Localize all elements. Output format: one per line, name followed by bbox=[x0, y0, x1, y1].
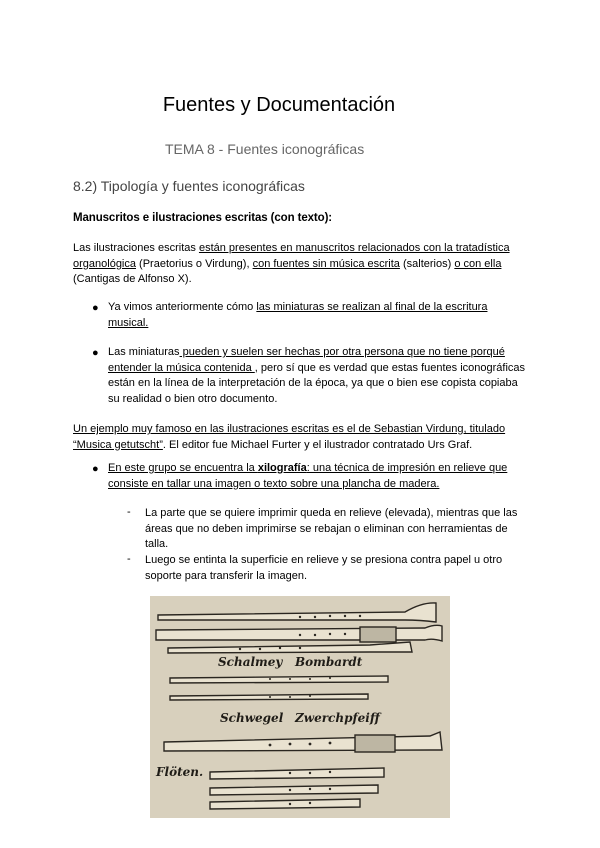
sub-list-item: Luego se entinta la superficie en relieve y se presiona contra papel u otro soporte para transferir la imagen. bbox=[145, 554, 503, 582]
woodcut-label: Schalmey bbox=[218, 655, 283, 669]
list-item bbox=[108, 300, 528, 331]
list-item bbox=[108, 461, 528, 492]
section-heading: 8.2) Tipología y fuentes iconográficas bbox=[73, 178, 305, 194]
woodcut-label: Schwegel bbox=[220, 711, 284, 725]
text-run: Las ilustraciones escritas bbox=[73, 242, 199, 254]
woodcut-label: Flöten. bbox=[156, 765, 204, 779]
text-run: Las miniaturas bbox=[108, 346, 180, 358]
list-item bbox=[108, 345, 528, 407]
dash-icon: - bbox=[127, 506, 131, 518]
underlined-text: pueden y suelen ser hechas por otra persona que no tiene porqué entender la música contenida bbox=[108, 346, 505, 374]
underlined-text: con fuentes sin música escrita bbox=[252, 257, 400, 270]
bullet-icon: ● bbox=[92, 302, 99, 314]
underlined-text: están presentes en manuscritos relacionados con la tratadística organológica bbox=[73, 242, 510, 270]
bold-underlined-text: xilografía bbox=[257, 462, 307, 474]
text-run: (salterios) bbox=[399, 257, 455, 270]
underlined-text: En este grupo se encuentra la bbox=[108, 462, 258, 474]
document-title: Fuentes y Documentación bbox=[162, 94, 396, 116]
paragraph-example bbox=[73, 422, 523, 453]
text-run: Ya vimos anteriormente cómo bbox=[108, 301, 257, 313]
sub-list-item: La parte que se quiere imprimir queda en relieve (elevada), mientras que las áreas que no deben imprimirse se rebajan o eliminan con herramientas de talla. bbox=[145, 507, 518, 551]
underlined-text: : una técnica de impresión en relieve que consiste en tallar una imagen o texto sobre una plancha de madera. bbox=[108, 462, 508, 490]
text-run: (Praetorius o Virdung), bbox=[136, 257, 253, 270]
text-run: (Cantigas de Alfonso X). bbox=[73, 273, 192, 286]
text-run: , pero sí que es verdad que estas fuentes iconográficas están en la línea de la interpretación de la época, ya que o bien ese copista copiaba su realidad o bien otro documento. bbox=[108, 361, 526, 405]
woodcut-illustration bbox=[150, 596, 450, 818]
underlined-text: las miniaturas se realizan al final de la escritura musical. bbox=[108, 301, 488, 329]
paragraph-intro bbox=[73, 241, 523, 288]
dash-icon: - bbox=[127, 553, 131, 565]
woodcut-label: Zwerchpfeiff bbox=[295, 711, 380, 725]
underlined-text: Un ejemplo muy famoso en las ilustraciones escritas es el de Sebastian Virdung, titulado “Musica getutscht” bbox=[73, 423, 506, 451]
bullet-icon: ● bbox=[92, 347, 99, 359]
underlined-text: o con ella bbox=[454, 257, 502, 270]
document-subtitle: TEMA 8 - Fuentes iconográficas bbox=[165, 141, 365, 157]
bullet-icon: ● bbox=[92, 463, 99, 475]
subsection-heading: Manuscritos e ilustraciones escritas (con texto): bbox=[73, 212, 333, 224]
woodcut-label: Bombardt bbox=[295, 655, 363, 669]
text-run: . El editor fue Michael Furter y el ilustrador contratado Urs Graf. bbox=[162, 438, 473, 451]
woodcut-svg bbox=[150, 596, 450, 818]
